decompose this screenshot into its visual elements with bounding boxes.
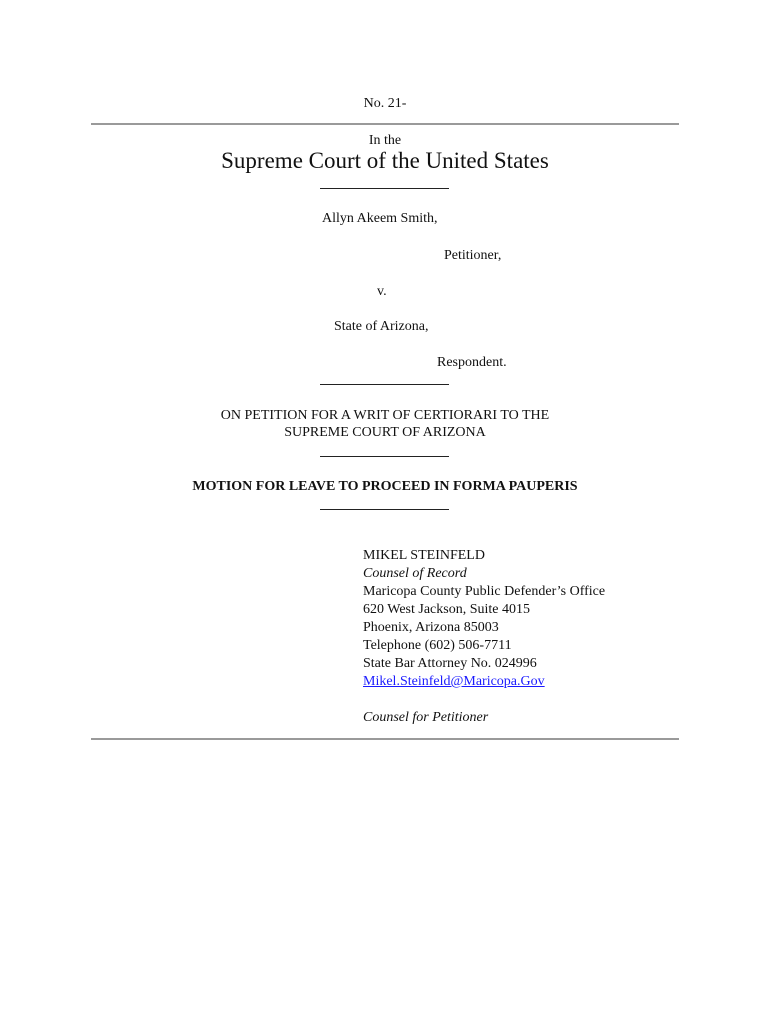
caption-divider-1 <box>320 188 449 189</box>
motion-title: MOTION FOR LEAVE TO PROCEED IN FORMA PAUPERIS <box>192 479 578 494</box>
counsel-city: Phoenix, Arizona 85003 <box>363 620 499 635</box>
docket-number: No. 21- <box>363 96 407 111</box>
petition-line-1: ON PETITION FOR A WRIT OF CERTIORARI TO THE <box>220 408 550 423</box>
counsel-name: MIKEL STEINFELD <box>363 548 485 563</box>
court-title: Supreme Court of the United States <box>221 148 549 173</box>
counsel-for-party: Counsel for Petitioner <box>363 710 489 725</box>
caption-divider-4 <box>320 509 449 510</box>
petitioner-name: Allyn Akeem Smith, <box>322 211 438 226</box>
caption-divider-3 <box>320 456 449 457</box>
respondent-role: Respondent. <box>437 355 507 370</box>
counsel-role: Counsel of Record <box>363 566 467 581</box>
versus-label: v. <box>377 284 387 299</box>
counsel-bar-number: State Bar Attorney No. 024996 <box>363 656 537 671</box>
petition-line-2: SUPREME COURT OF ARIZONA <box>284 425 486 440</box>
bottom-divider <box>91 738 679 740</box>
respondent-name: State of Arizona, <box>334 319 429 334</box>
counsel-street: 620 West Jackson, Suite 4015 <box>363 602 530 617</box>
counsel-email-link[interactable]: Mikel.Steinfeld@Maricopa.Gov <box>363 674 545 689</box>
counsel-telephone: Telephone (602) 506-7711 <box>363 638 512 653</box>
petitioner-role: Petitioner, <box>444 248 502 263</box>
in-the-label: In the <box>368 133 402 148</box>
counsel-block <box>363 547 605 727</box>
caption-divider-2 <box>320 384 449 385</box>
top-divider <box>91 123 679 125</box>
counsel-spacer <box>363 691 605 709</box>
counsel-office: Maricopa County Public Defender’s Office <box>363 584 606 599</box>
